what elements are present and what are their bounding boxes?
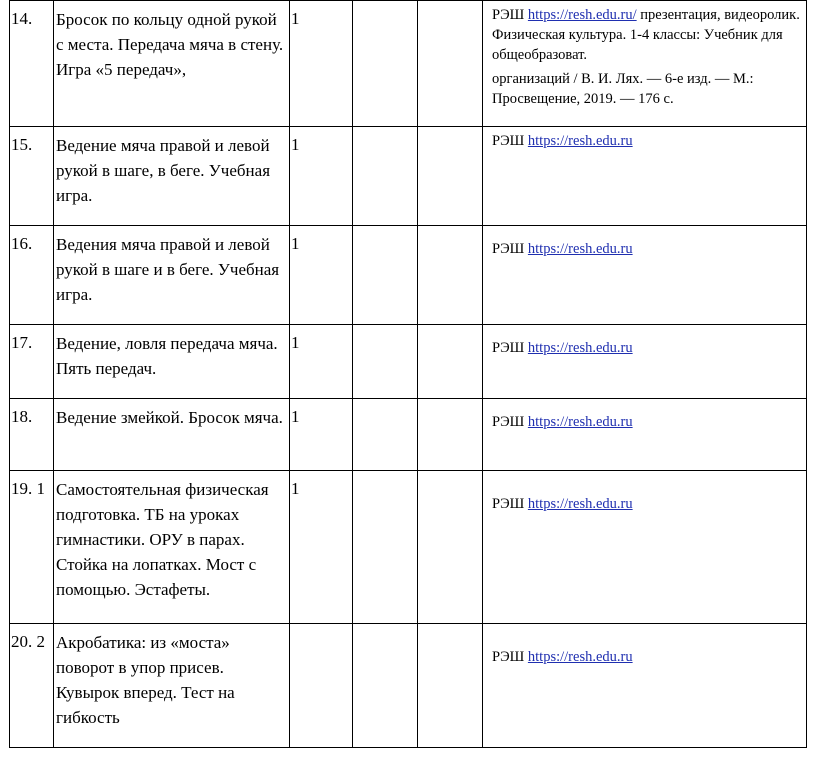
lesson-number-cell (10, 399, 54, 471)
table-row (10, 325, 807, 399)
plan-date-cell (353, 471, 418, 624)
lesson-hours: 1 (291, 479, 300, 498)
resource-prefix: РЭШ (492, 340, 528, 356)
resource-link[interactable]: https://resh.edu.ru (527, 496, 633, 512)
lesson-number: 17. (11, 333, 33, 352)
resources-cell (483, 226, 807, 325)
hours-cell (290, 325, 353, 399)
lesson-topic-cell (54, 1, 290, 127)
lesson-hours: 1 (291, 407, 300, 426)
lesson-plan-table (9, 0, 807, 748)
fact-date-cell (418, 471, 483, 624)
resources-text (483, 399, 806, 432)
table-row (10, 399, 807, 471)
fact-date-cell (418, 127, 483, 226)
lesson-topic: Акробатика: из «моста» поворот в упор присев. Кувырок вперед. Тест на гибкость (56, 633, 235, 727)
resources-text (483, 325, 806, 358)
hours-cell (290, 624, 353, 748)
resources-text (483, 1, 806, 109)
resource-prefix: РЭШ (492, 414, 528, 430)
resources-cell (483, 471, 807, 624)
fact-date-cell (418, 1, 483, 127)
lesson-topic: Ведение, ловля передача мяча. Пять передач. (56, 334, 278, 378)
lesson-topic-cell (54, 624, 290, 748)
lesson-number: 19. 1 (11, 479, 45, 498)
lesson-number: 20. 2 (11, 632, 45, 651)
lesson-hours: 1 (291, 9, 300, 28)
plan-date-cell (353, 325, 418, 399)
resource-prefix: РЭШ (492, 649, 528, 665)
resource-link[interactable]: https://resh.edu.ru (527, 649, 633, 665)
resources-text (483, 471, 806, 514)
resource-link[interactable]: https://resh.edu.ru (527, 241, 633, 257)
hours-cell (290, 127, 353, 226)
lesson-number-cell (10, 325, 54, 399)
plan-date-cell (353, 127, 418, 226)
lesson-topic: Самостоятельная физическая подготовка. ТБ на уроках гимнастики. ОРУ в парах. Стойка на лопатках. Мост с помощью. Эстафеты. (56, 480, 269, 599)
lesson-number: 16. (11, 234, 33, 253)
lesson-number-cell (10, 624, 54, 748)
lesson-number: 15. (11, 135, 33, 154)
hours-cell (290, 471, 353, 624)
lesson-number: 18. (11, 407, 33, 426)
resource-citation: организаций / В. И. Лях. — 6-е изд. — М.: Просвещение, 2019. — 176 с. (492, 71, 754, 107)
resources-cell (483, 325, 807, 399)
lesson-topic: Ведение мяча правой и левой рукой в шаге, в беге. Учебная игра. (56, 136, 271, 205)
lesson-hours: 1 (291, 234, 300, 253)
table-row (10, 1, 807, 127)
table-row (10, 226, 807, 325)
resource-prefix: РЭШ (492, 133, 528, 149)
table-row (10, 624, 807, 748)
resource-link[interactable]: https://resh.edu.ru (527, 414, 633, 430)
lesson-topic-cell (54, 399, 290, 471)
table-row (10, 127, 807, 226)
plan-date-cell (353, 226, 418, 325)
lesson-number-cell (10, 471, 54, 624)
resources-cell (483, 127, 807, 226)
lesson-topic-cell (54, 226, 290, 325)
fact-date-cell (418, 226, 483, 325)
lesson-hours: 1 (291, 135, 300, 154)
table-row (10, 471, 807, 624)
lesson-topic-cell (54, 471, 290, 624)
lesson-topic-cell (54, 127, 290, 226)
resources-cell (483, 1, 807, 127)
resource-prefix: РЭШ (492, 496, 528, 512)
lesson-number-cell (10, 1, 54, 127)
plan-date-cell (353, 1, 418, 127)
resources-cell (483, 624, 807, 748)
resources-cell (483, 399, 807, 471)
hours-cell (290, 399, 353, 471)
fact-date-cell (418, 325, 483, 399)
fact-date-cell (418, 624, 483, 748)
lesson-topic: Ведение змейкой. Бросок мяча. (56, 408, 283, 427)
resource-prefix: РЭШ (492, 241, 528, 257)
lesson-topic: Бросок по кольцу одной рукой с места. Передача мяча в стену. Игра «5 передач», (56, 10, 284, 79)
lesson-hours (290, 624, 352, 630)
resources-text (483, 624, 806, 667)
resource-link[interactable]: https://resh.edu.ru (527, 133, 633, 149)
lesson-number-cell (10, 226, 54, 325)
lesson-hours: 1 (291, 333, 300, 352)
resource-link[interactable]: https://resh.edu.ru (527, 340, 633, 356)
resources-text (483, 127, 806, 151)
lesson-number-cell (10, 127, 54, 226)
hours-cell (290, 226, 353, 325)
plan-date-cell (353, 624, 418, 748)
lesson-topic-cell (54, 325, 290, 399)
plan-date-cell (353, 399, 418, 471)
resource-prefix: РЭШ (492, 7, 528, 23)
lesson-topic: Ведения мяча правой и левой рукой в шаге и в беге. Учебная игра. (56, 235, 280, 304)
hours-cell (290, 1, 353, 127)
resource-description: презентация, видеоролик. Физическая культура. 1-4 классы: Учебник для общеобразоват. (492, 7, 800, 63)
resources-text (483, 226, 806, 259)
resource-link[interactable]: https://resh.edu.ru/ (527, 7, 637, 23)
fact-date-cell (418, 399, 483, 471)
lesson-number: 14. (11, 9, 33, 28)
